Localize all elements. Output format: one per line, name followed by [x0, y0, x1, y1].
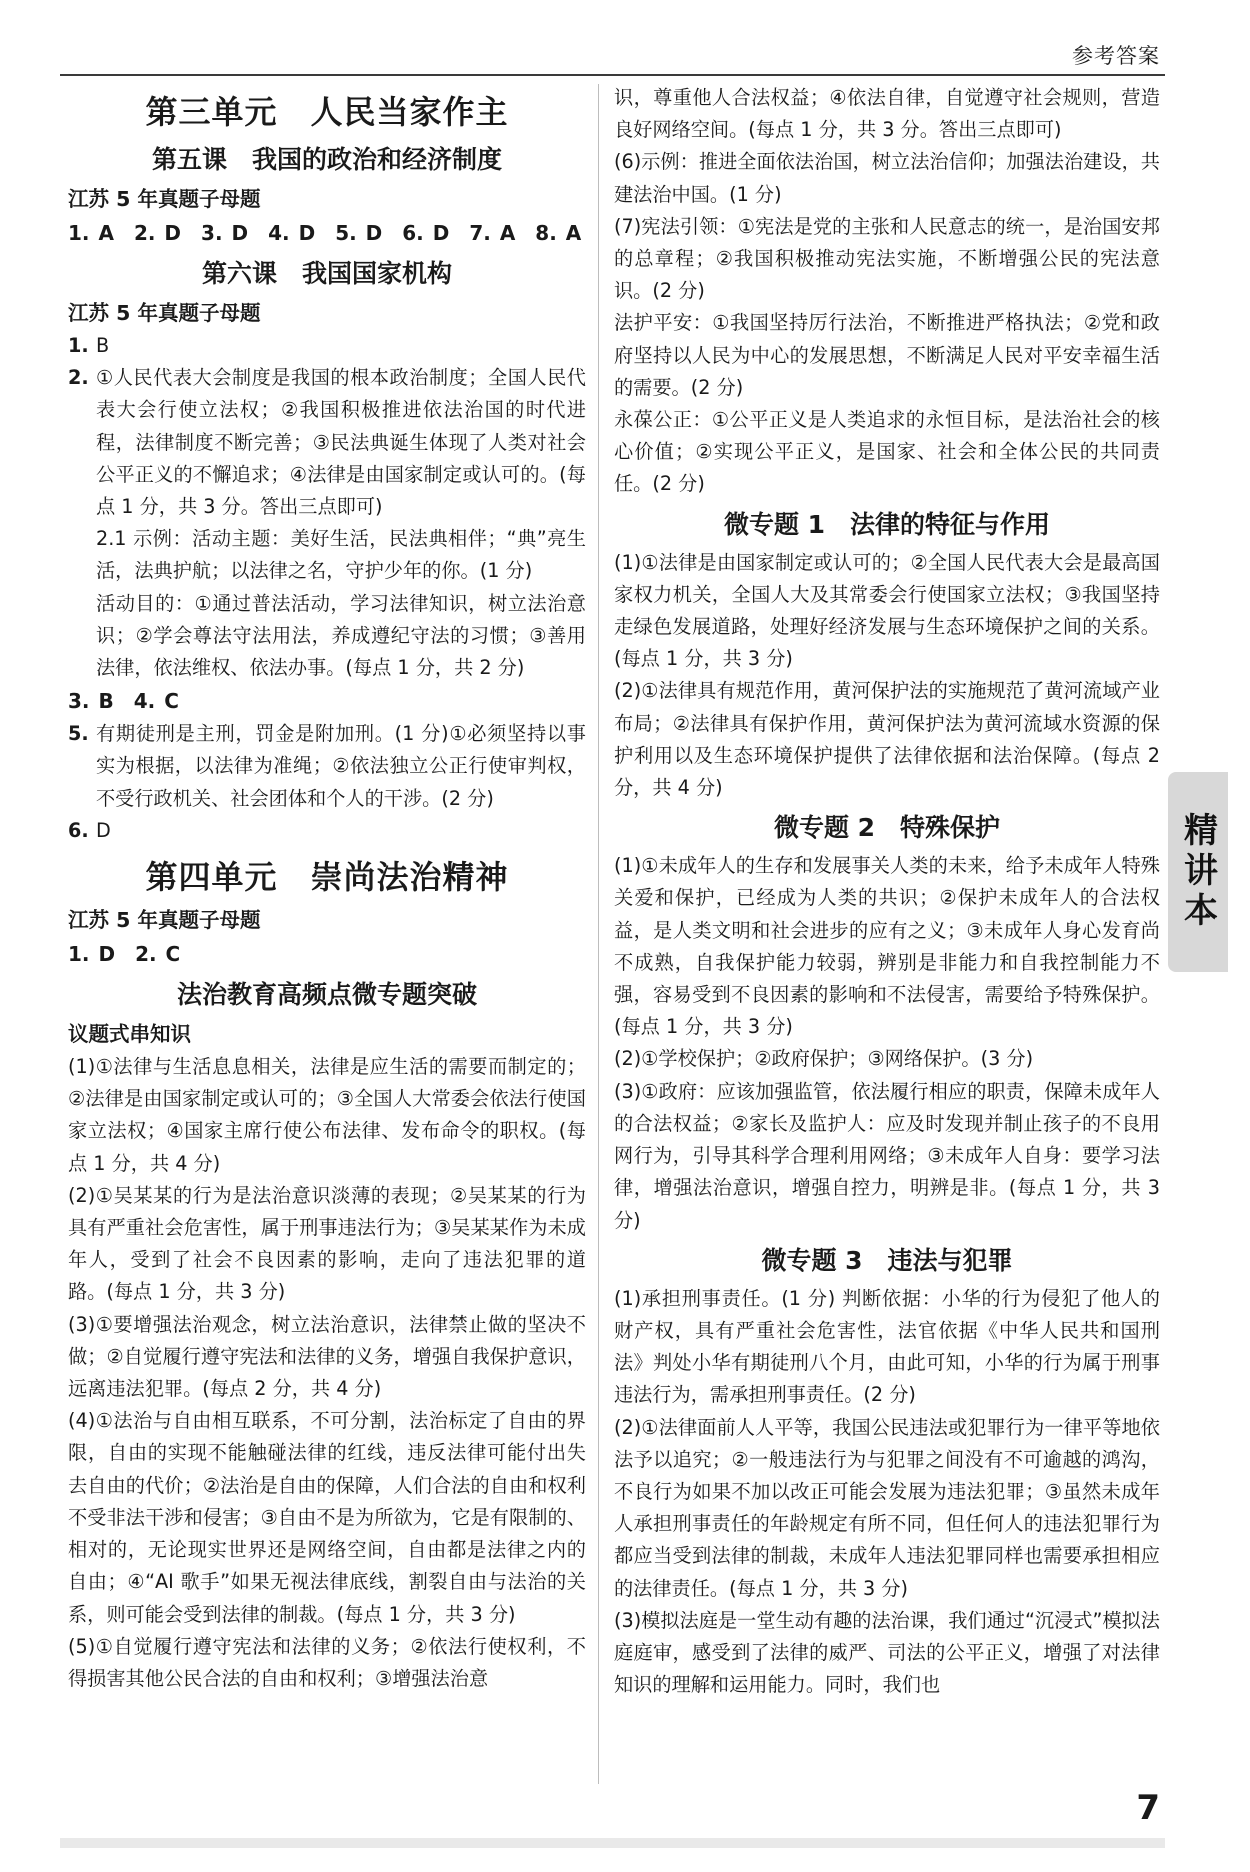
- answer-5-text: 有期徒刑是主刑，罚金是附加刑。(1 分)①必须坚持以事实为根据，以法律为准绳；②依法独立公正行使审判权，不受行政机关、社会团体和个人的干涉。(2 分): [96, 722, 586, 810]
- answer-2: [68, 362, 586, 523]
- right-para-1: 识，尊重他人合法权益；④依法自律，自觉遵守社会规则，营造良好网络空间。(每点 1 分，共 3 分。答出三点即可): [614, 86, 1160, 142]
- answer-2-1: 2.1 示例：活动主题：美好生活，民法典相伴；“典”亮生活，法典护航；以法律之名，守护少年的你。(1 分): [96, 527, 586, 583]
- unit4-label: 江苏 5 年真题子母题: [68, 908, 261, 933]
- right-para-5: 永葆公正：①公平正义是人类追求的永恒目标，是法治社会的核心价值；②实现公平正义，是国家、社会和全体公民的共同责任。(2 分): [614, 408, 1160, 496]
- topic-para-3: (3)①要增强法治观念，树立法治意识，法律禁止做的坚决不做；②自觉履行遵守宪法和法律的义务，增强自我保护意识，远离违法犯罪。(每点 2 分，共 4 分): [68, 1312, 586, 1401]
- left-column: [68, 82, 586, 1695]
- bottom-rule: [60, 1838, 1165, 1848]
- answer-2-text: ①人民代表大会制度是我国的根本政治制度；全国人民代表大会行使立法权；②我国积极推进依法治国的时代进程，法律制度不断完善；③民法典诞生体现了人类对社会公平正义的不懈追求；④法律是由国家制定或认可的。(每点 1 分，共 3 分。答出三点即可): [96, 366, 586, 519]
- topic2-para-1: (1)①未成年人的生存和发展事关人类的未来，给予未成年人特殊关爱和保护，已经成为人类的共识；②保护未成年人的合法权益，是人类文明和社会进步的应有之义；③未成年人身心发育尚不成熟，自我保护能力较弱，辨别是非能力和自我控制能力不强，容易受到不良因素的影响和不法侵害，需要给予特殊保护。(每点 1 分，共 3 分): [614, 854, 1160, 1039]
- answer-5: [68, 718, 586, 815]
- topic2-title: 微专题 2 特殊保护: [773, 813, 1001, 843]
- topic-para-4: (4)①法治与自由相互联系，不可分割，法治标定了自由的界限，自由的实现不能触碰法律的红线，违反法律可能付出失去自由的代价；②法治是自由的保障，人们合法的自由和权利不受非法干涉和侵害；③自由不是为所欲为，它是有限制的、相对的，无论现实世界还是网络空间，自由都是法律之内的自由；④“AI 歌手”如果无视法律底线，割裂自由与法治的关系，则可能会受到法律的制裁。(每点 1 分，共 3 分): [68, 1409, 586, 1626]
- header-title: 参考答案: [1072, 44, 1160, 68]
- side-tab: [1168, 772, 1228, 972]
- right-para-4: 法护平安：①我国坚持厉行法治，不断推进严格执法；②党和政府坚持以人民为中心的发展思想，不断满足人民对平安幸福生活的需要。(2 分): [614, 311, 1160, 399]
- topic1-para-1: (1)①法律是由国家制定或认可的；②全国人民代表大会是最高国家权力机关，全国人大及其常委会行使国家立法权；③我国坚持走绿色发展道路，处理好经济发展与生态环境保护之间的关系。(每点 1 分，共 3 分): [614, 550, 1160, 671]
- unit4-title: 第四单元 崇尚法治精神: [145, 858, 509, 897]
- answer-1-num: 1.: [68, 334, 89, 357]
- answer-1: [68, 330, 586, 362]
- right-column: [614, 82, 1160, 1701]
- right-para-3: (7)宪法引领：①宪法是党的主张和人民意志的统一，是治国安邦的总章程；②我国积极推动宪法实施，不断增强公民的宪法意识。(2 分): [614, 214, 1160, 303]
- topic3-title: 微专题 3 违法与犯罪: [761, 1245, 1013, 1275]
- answer-1-text: B: [96, 334, 110, 357]
- page-number: 7: [1136, 1788, 1160, 1828]
- unit3-title: 第三单元 人民当家作主: [145, 93, 509, 131]
- header-rule: [60, 74, 1165, 76]
- topic3-para-3: (3)模拟法庭是一堂生动有趣的法治课，我们通过“沉浸式”模拟法庭庭审，感受到了法律的威严、司法的公平正义，增强了对法律知识的理解和运用能力。同时，我们也: [614, 1608, 1160, 1697]
- answer-2-num: 2.: [68, 366, 89, 390]
- special-topics-title: 法治教育高频点微专题突破: [176, 980, 477, 1010]
- topic1-title: 微专题 1 法律的特征与作用: [723, 509, 1051, 539]
- right-para-2: (6)示例：推进全面依法治国，树立法治信仰；加强法治建设，共建法治中国。(1 分): [614, 150, 1160, 206]
- column-divider: [598, 84, 599, 1784]
- lesson6-label: 江苏 5 年真题子母题: [68, 301, 261, 325]
- topic1-para-2: (2)①法律具有规范作用，黄河保护法的实施规范了黄河流域产业布局；②法律具有保护作用，黄河保护法为黄河流域水资源的保护利用以及生态环境保护提供了法律依据和法治保障。(每点 2 分，共 4 分): [614, 679, 1160, 800]
- lesson5-label: 江苏 5 年真题子母题: [68, 187, 261, 211]
- answer-6-num: 6.: [68, 818, 89, 842]
- answer-6: [68, 815, 586, 847]
- topic2-para-3: (3)①政府：应该加强监管，依法履行相应的职责，保障未成年人的合法权益；②家长及监护人：应及时发现并制止孩子的不良用网行为，引导其科学合理利用网络；③未成年人自身：要学习法律，增强法治意识，增强自控力，明辨是非。(每点 1 分，共 3 分): [614, 1079, 1160, 1232]
- answer-2-1-purpose: 活动目的：①通过普法活动，学习法律知识，树立法治意识；②学会尊法守法用法，养成遵纪守法的习惯；③善用法律，依法维权、依法办事。(每点 1 分，共 2 分): [96, 591, 586, 680]
- answer-5-num: 5.: [68, 722, 89, 746]
- unit4-answers: 1. D 2. C: [68, 942, 181, 967]
- answers-3-4: 3. B 4. C: [68, 689, 179, 714]
- topic-para-2: (2)①吴某某的行为是法治意识淡薄的表现；②吴某某的行为具有严重社会危害性，属于刑事违法行为；③吴某某作为未成年人，受到了社会不良因素的影响，走向了违法犯罪的道路。(每点 1 分，共 3 分): [68, 1183, 586, 1304]
- answer-6-text: D: [96, 818, 111, 842]
- topic3-para-2: (2)①法律面前人人平等，我国公民违法或犯罪行为一律平等地依法予以追究；②一般违法行为与犯罪之间没有不可逾越的鸿沟，不良行为如果不加以改正可能会发展为违法犯罪；③虽然未成年人承担刑事责任的年龄规定有所不同，但任何人的违法犯罪行为都应当受到法律的制裁，未成年人违法犯罪同样也需要承担相应的法律责任。(每点 1 分，共 3 分): [614, 1415, 1160, 1600]
- lesson6-title: 第六课 我国国家机构: [201, 259, 452, 288]
- topic3-para-1: (1)承担刑事责任。(1 分) 判断依据：小华的行为侵犯了他人的财产权，具有严重社会危害性，法官依据《中华人民共和国刑法》判处小华有期徒刑八个月，由此可知，小华的行为属于刑事违法行为，需承担刑事责任。(2 分): [614, 1286, 1160, 1407]
- side-tab-label: 精讲本: [1177, 812, 1218, 932]
- topic-label: 议题式串知识: [68, 1022, 191, 1047]
- lesson5-answers: 1. A 2. D 3. D 4. D 5. D 6. D 7. A 8. A: [68, 221, 582, 245]
- topic2-para-2: (2)①学校保护；②政府保护；③网络保护。(3 分): [614, 1047, 1034, 1071]
- topic-para-5: (5)①自觉履行遵守宪法和法律的义务；②依法行使权利，不得损害其他公民合法的自由和权利；③增强法治意: [68, 1634, 586, 1690]
- lesson5-title: 第五课 我国的政治和经济制度: [151, 145, 502, 174]
- topic-para-1: (1)①法律与生活息息相关，法律是应生活的需要而制定的；②法律是由国家制定或认可的；③全国人大常委会依法行使国家立法权；④国家主席行使公布法律、发布命令的职权。(每点 1 分，共 4 分): [68, 1055, 586, 1175]
